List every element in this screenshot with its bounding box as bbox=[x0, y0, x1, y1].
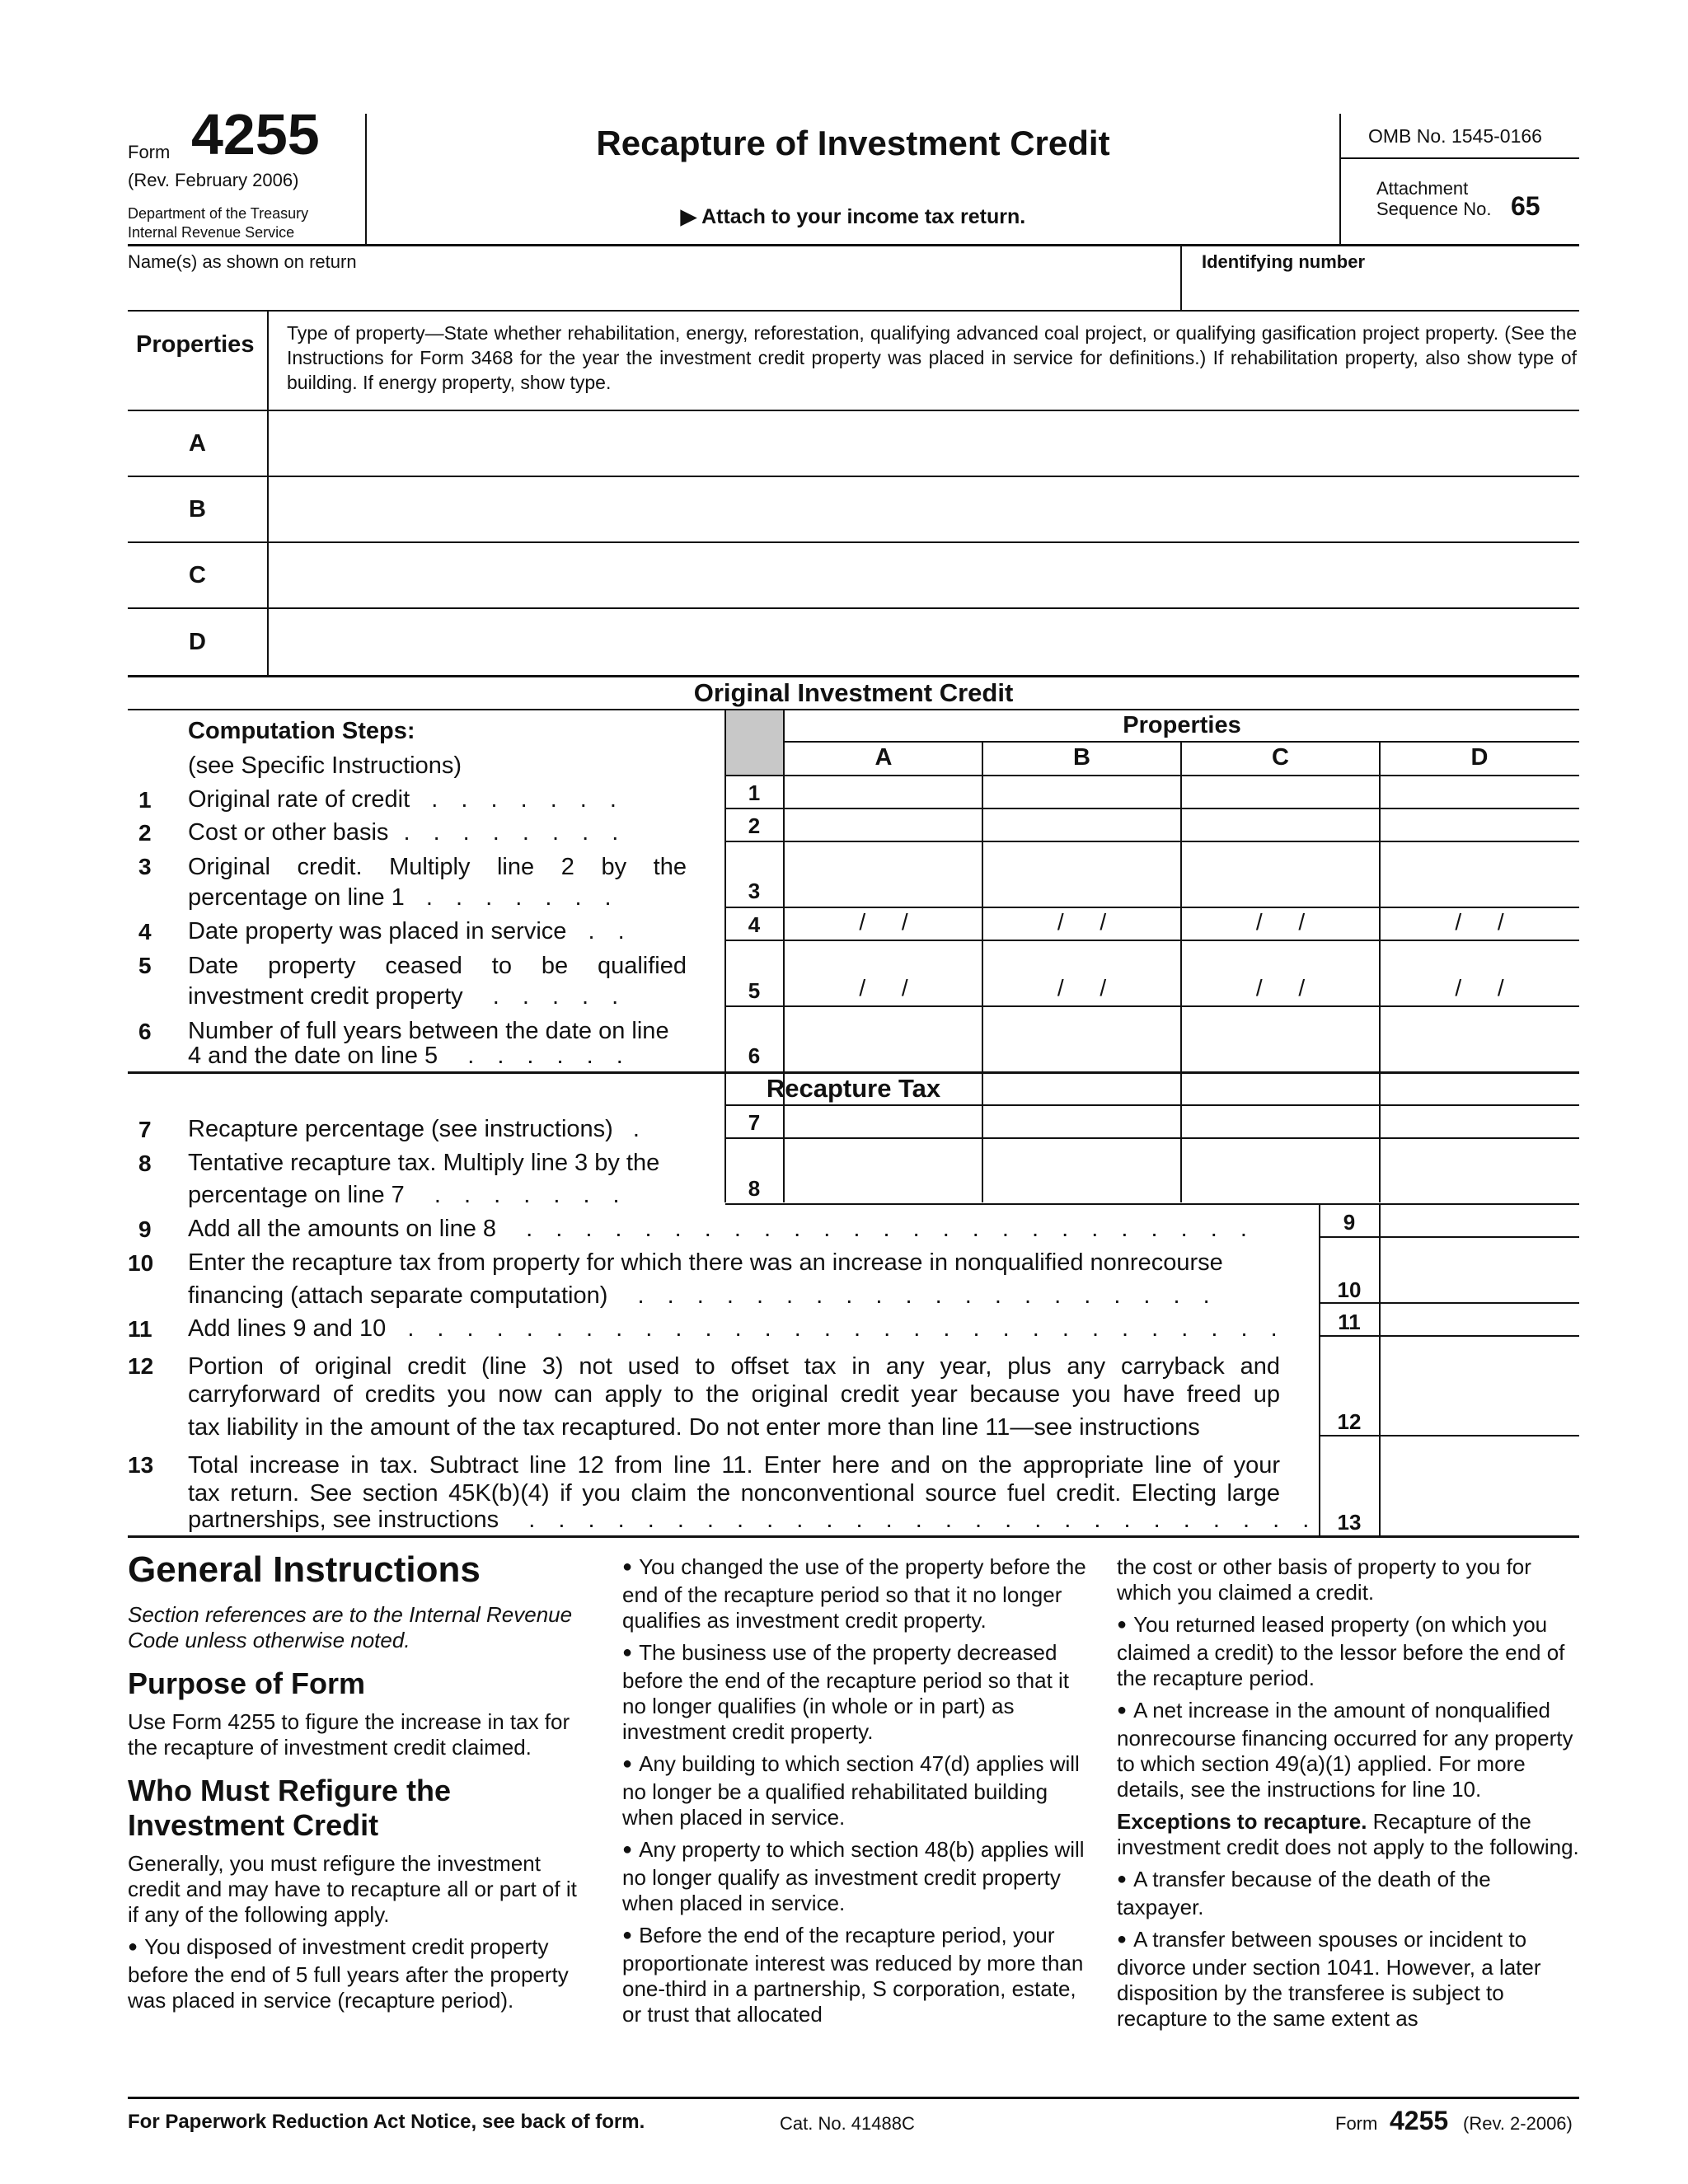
line-2-col-a-input[interactable] bbox=[787, 811, 978, 839]
property-letter-b: B bbox=[189, 496, 206, 523]
line-text: percentage on line 1 bbox=[188, 884, 405, 911]
leader-dots: . . . . . . . . . . . . . . . . . . . . . . . . . . . bbox=[528, 1507, 1318, 1533]
line-number: 9 bbox=[138, 1216, 152, 1242]
column-header-b: B bbox=[1073, 744, 1090, 771]
line-number: 10 bbox=[128, 1250, 154, 1276]
exceptions-heading: Exceptions to recapture. bbox=[1117, 1809, 1367, 1834]
line-text: carryforward of credits you now can apply to the original credit year because you have freed up bbox=[188, 1381, 1280, 1408]
line-5-col-c-date[interactable]: / / bbox=[1255, 975, 1306, 1001]
line-box-number: 8 bbox=[748, 1176, 761, 1201]
line-4-col-a-date[interactable]: / / bbox=[859, 909, 908, 935]
line-text: Date property ceased to be qualified bbox=[188, 953, 687, 979]
line-box-number: 12 bbox=[1337, 1409, 1362, 1434]
column-header-d: D bbox=[1470, 744, 1489, 771]
bullet-disposed-property: ● You disposed of investment credit property before the end of 5 full years after the property was placed in service (recapture period). bbox=[128, 1934, 589, 2013]
line-8-col-b-input[interactable] bbox=[986, 1141, 1177, 1202]
catalog-number: Cat. No. 41488C bbox=[780, 2113, 915, 2134]
line-8-col-a-input[interactable] bbox=[787, 1141, 978, 1202]
line-number: 1 bbox=[138, 787, 152, 813]
line-5-col-a-date[interactable]: / / bbox=[859, 975, 908, 1001]
line-text: investment credit property bbox=[188, 983, 463, 1010]
line-text: partnerships, see instructions bbox=[188, 1507, 499, 1533]
line-box-number: 3 bbox=[748, 879, 761, 903]
line-label bbox=[188, 1180, 628, 1210]
line-10-input[interactable] bbox=[1383, 1240, 1574, 1301]
recapture-tax-section-title: Recapture Tax bbox=[766, 1074, 941, 1103]
line-4-col-c-date[interactable]: / / bbox=[1255, 909, 1306, 935]
line-box-number: 4 bbox=[748, 912, 761, 937]
line-6-col-a-input[interactable] bbox=[787, 1009, 978, 1070]
bullet-changed-use: ● You changed the use of the property before the end of the recapture period so that it no longer qualifies as investment credit property. bbox=[622, 1554, 1092, 1633]
line-9-input[interactable] bbox=[1383, 1207, 1574, 1235]
line-text: Add lines 9 and 10 bbox=[188, 1315, 387, 1342]
line-2-col-c-input[interactable] bbox=[1184, 811, 1376, 839]
sequence-label: Sequence No. bbox=[1376, 199, 1492, 219]
line-number: 4 bbox=[138, 919, 152, 944]
continued-text: the cost or other basis of property to you for which you claimed a credit. bbox=[1117, 1554, 1531, 1605]
line-box-number: 7 bbox=[748, 1110, 761, 1135]
form-title: Recapture of Investment Credit bbox=[596, 124, 1110, 162]
shaded-header-cell bbox=[725, 710, 783, 775]
leader-dots: . . . . . . . bbox=[431, 786, 625, 813]
line-text: financing (attach separate computation) bbox=[188, 1282, 608, 1309]
bullet-spouse-transfer: ● A transfer between spouses or incident to divorce under section 1041. However, a later disposition by the transferee is subject to recapture to the same extent as bbox=[1117, 1927, 1582, 2032]
bullet-nonrecourse-financing: ● A net increase in the amount of nonqualified nonrecourse financing occurred for any property to which section 49(a)(1) applied. For more details, see the instructions for line 10. bbox=[1117, 1698, 1582, 1802]
line-number: 7 bbox=[138, 1117, 152, 1142]
exceptions-paragraph bbox=[1117, 1809, 1582, 1860]
line-text: Original credit. Multiply line 2 by the bbox=[188, 854, 687, 880]
line-label bbox=[188, 1281, 1218, 1310]
line-text: Portion of original credit (line 3) not used to offset tax in any year, plus any carryback and bbox=[188, 1353, 1280, 1380]
leader-dots: . . . . . . bbox=[467, 1043, 631, 1069]
line-3-col-a-input[interactable] bbox=[787, 844, 978, 905]
property-a-type-input[interactable] bbox=[272, 416, 1574, 471]
bullet-section-47d: ● Any building to which section 47(d) applies will no longer be a qualified rehabilitated building when placed in service. bbox=[622, 1751, 1092, 1830]
bullet-interest-reduced: ● Before the end of the recapture period, your proportionate interest was reduced by more than one-third in a partnership, S corporation, estate, or trust that allocated bbox=[622, 1923, 1092, 2027]
line-5-col-b-date[interactable]: / / bbox=[1057, 975, 1107, 1001]
properties-label: Properties bbox=[136, 331, 255, 358]
leader-dots: . bbox=[632, 1116, 648, 1142]
line-text: Add all the amounts on line 8 bbox=[188, 1216, 497, 1242]
line-label bbox=[188, 883, 620, 912]
leader-dots: . . . . . . . . . . . . . . . . . . . . bbox=[637, 1282, 1218, 1309]
identifying-number-label: Identifying number bbox=[1202, 251, 1365, 272]
line-text: 4 and the date on line 5 bbox=[188, 1043, 438, 1069]
line-number: 11 bbox=[128, 1316, 152, 1342]
line-number: 8 bbox=[138, 1151, 152, 1176]
line-box-number: 6 bbox=[748, 1043, 761, 1068]
attachment-label: Attachment bbox=[1376, 178, 1469, 199]
line-box-number: 13 bbox=[1337, 1510, 1362, 1535]
line-label bbox=[188, 982, 626, 1011]
footer-form-word: Form bbox=[1335, 2113, 1378, 2134]
property-letter-a: A bbox=[189, 430, 206, 457]
bullet-death-transfer: ● A transfer because of the death of the taxpayer. bbox=[1117, 1867, 1582, 1920]
line-label bbox=[188, 1505, 1317, 1535]
line-number: 2 bbox=[138, 820, 152, 846]
instructions-column-2 bbox=[622, 1554, 1092, 2034]
leader-dots: . . . . . . . bbox=[434, 1182, 628, 1208]
line-text: Total increase in tax. Subtract line 12 from line 11. Enter here and on the appropriate line of your bbox=[188, 1452, 1280, 1479]
line-number: 3 bbox=[138, 854, 152, 879]
purpose-heading: Purpose of Form bbox=[128, 1666, 366, 1700]
properties-columns-header: Properties bbox=[1123, 712, 1241, 738]
line-13-input[interactable] bbox=[1383, 1438, 1574, 1532]
line-number: 12 bbox=[128, 1353, 154, 1379]
line-label bbox=[188, 1314, 1286, 1343]
line-text: Enter the recapture tax from property for which there was an increase in nonqualified nonrecourse bbox=[188, 1249, 1223, 1276]
line-3-col-c-input[interactable] bbox=[1184, 844, 1376, 905]
line-8-col-d-input[interactable] bbox=[1383, 1141, 1574, 1202]
line-label bbox=[188, 785, 625, 814]
general-instructions-heading: General Instructions bbox=[128, 1549, 481, 1590]
identifying-number-input[interactable] bbox=[1202, 277, 1573, 307]
exceptions-text: Recapture of the investment credit does not apply to the following. bbox=[1117, 1809, 1579, 1859]
who-must-refigure-text: Generally, you must refigure the investment credit and may have to recapture all or part of it if any of the following apply. bbox=[128, 1851, 577, 1927]
line-5-col-d-date[interactable]: / / bbox=[1455, 975, 1504, 1001]
leader-dots: . . . . . bbox=[492, 983, 627, 1010]
leader-dots: . . . . . . . bbox=[425, 884, 620, 911]
line-2-col-b-input[interactable] bbox=[986, 811, 1177, 839]
property-b-type-input[interactable] bbox=[272, 482, 1574, 537]
line-number: 5 bbox=[138, 953, 152, 978]
line-7-col-a-input[interactable] bbox=[787, 1108, 978, 1136]
form-word: Form bbox=[128, 142, 171, 162]
line-12-input[interactable] bbox=[1383, 1338, 1574, 1432]
line-box-number: 11 bbox=[1338, 1310, 1361, 1334]
property-letter-d: D bbox=[189, 629, 206, 655]
property-letter-c: C bbox=[189, 562, 206, 588]
property-c-type-input[interactable] bbox=[272, 548, 1574, 602]
original-credit-section-title: Original Investment Credit bbox=[693, 678, 1014, 707]
line-7-col-d-input[interactable] bbox=[1383, 1108, 1574, 1136]
bullet-section-48b: ● Any property to which section 48(b) applies will no longer qualify as investment credit property when placed in service. bbox=[622, 1837, 1092, 1916]
line-label bbox=[188, 1041, 631, 1071]
line-text: Number of full years between the date on line bbox=[188, 1018, 669, 1044]
line-6-col-b-input[interactable] bbox=[986, 1009, 1177, 1070]
line-2-col-d-input[interactable] bbox=[1383, 811, 1574, 839]
column-header-a: A bbox=[874, 744, 893, 771]
line-6-col-c-input[interactable] bbox=[1184, 1009, 1376, 1070]
line-3-col-d-input[interactable] bbox=[1383, 844, 1574, 905]
line-number: 6 bbox=[138, 1019, 152, 1044]
instructions-intro: Section references are to the Internal Revenue Code unless otherwise noted. bbox=[128, 1602, 573, 1652]
line-11-input[interactable] bbox=[1383, 1305, 1574, 1333]
line-box-number: 1 bbox=[748, 780, 761, 805]
line-text: Tentative recapture tax. Multiply line 3 by the bbox=[188, 1150, 660, 1176]
line-label bbox=[188, 916, 633, 946]
form-revision: (Rev. February 2006) bbox=[128, 170, 299, 190]
service-name: Internal Revenue Service bbox=[128, 224, 295, 241]
line-label bbox=[188, 1214, 1255, 1244]
computation-steps-subtitle: (see Specific Instructions) bbox=[188, 752, 462, 779]
line-text: Cost or other basis bbox=[188, 819, 389, 846]
line-label bbox=[188, 1114, 648, 1144]
column-header-c: C bbox=[1272, 744, 1289, 771]
line-box-number: 9 bbox=[1343, 1210, 1356, 1235]
property-d-type-input[interactable] bbox=[272, 614, 1574, 670]
line-text: percentage on line 7 bbox=[188, 1182, 405, 1208]
line-3-col-b-input[interactable] bbox=[986, 844, 1177, 905]
line-text: tax return. See section 45K(b)(4) if you claim the nonconventional source fuel credit. Electing large bbox=[188, 1480, 1280, 1507]
instructions-column-3 bbox=[1117, 1554, 1582, 2038]
attach-instruction bbox=[371, 204, 1335, 229]
line-4-col-b-date[interactable]: / / bbox=[1057, 909, 1107, 935]
footer-revision: (Rev. 2-2006) bbox=[1463, 2113, 1573, 2134]
line-1-col-d-input[interactable] bbox=[1383, 778, 1574, 806]
leader-dots: . . bbox=[588, 918, 633, 944]
paperwork-notice: For Paperwork Reduction Act Notice, see back of form. bbox=[128, 2111, 645, 2133]
line-number: 13 bbox=[128, 1452, 154, 1478]
line-text: Original rate of credit bbox=[188, 786, 410, 813]
who-must-refigure-heading: Who Must Refigure the Investment Credit bbox=[128, 1774, 451, 1842]
bullet-leased-property: ● You returned leased property (on which you claimed a credit) to the lessor before the end of the recapture period. bbox=[1117, 1612, 1582, 1691]
leader-dots: . . . . . . . . . . . . . . . . . . . . . . . . . bbox=[526, 1216, 1255, 1242]
name-label: Name(s) as shown on return bbox=[128, 251, 357, 272]
line-text: tax liability in the amount of the tax recaptured. Do not enter more than line 11—see instructions bbox=[188, 1414, 1200, 1441]
line-box-number: 10 bbox=[1337, 1277, 1362, 1302]
instructions-column-1 bbox=[128, 1549, 589, 2020]
omb-number: OMB No. 1545-0166 bbox=[1368, 125, 1542, 147]
purpose-text: Use Form 4255 to figure the increase in tax for the recapture of investment credit claimed. bbox=[128, 1709, 570, 1760]
attach-text: Attach to your income tax return. bbox=[701, 205, 1026, 228]
line-8-col-c-input[interactable] bbox=[1184, 1141, 1376, 1202]
leader-dots: . . . . . . . . bbox=[403, 819, 627, 846]
department-name: Department of the Treasury bbox=[128, 205, 309, 222]
sequence-number: 65 bbox=[1511, 191, 1540, 221]
bullet-business-use-decreased: ● The business use of the property decreased before the end of the recapture period so that it no longer qualifies (in whole or in part) as investment credit property. bbox=[622, 1640, 1092, 1745]
line-1-col-a-input[interactable] bbox=[787, 778, 978, 806]
line-box-number: 2 bbox=[748, 813, 761, 838]
name-input[interactable] bbox=[128, 277, 1175, 307]
footer-form-number: 4255 bbox=[1390, 2106, 1449, 2135]
line-7-col-c-input[interactable] bbox=[1184, 1108, 1376, 1136]
arrow-right-icon: ▶ bbox=[680, 205, 697, 228]
line-6-col-d-input[interactable] bbox=[1383, 1009, 1574, 1070]
line-7-col-b-input[interactable] bbox=[986, 1108, 1177, 1136]
line-1-col-b-input[interactable] bbox=[986, 778, 1177, 806]
properties-description: Type of property—State whether rehabilitation, energy, reforestation, qualifying advanced coal project, or qualifying gasification project property. (See the Instructions for Form 3468 for the year the investment credit property was placed in service for definitions.) If rehabilitation property, also show type of building. If energy property, show type. bbox=[287, 322, 1577, 393]
computation-steps-title: Computation Steps: bbox=[188, 718, 415, 744]
line-text: Date property was placed in service bbox=[188, 918, 567, 944]
line-label bbox=[188, 818, 626, 847]
form-number: 4255 bbox=[191, 102, 320, 166]
line-box-number: 5 bbox=[748, 978, 761, 1003]
line-4-col-d-date[interactable]: / / bbox=[1455, 909, 1504, 935]
leader-dots: . . . . . . . . . . . . . . . . . . . . . . . . . . . . . . bbox=[407, 1315, 1286, 1342]
line-text: Recapture percentage (see instructions) bbox=[188, 1116, 613, 1142]
line-1-col-c-input[interactable] bbox=[1184, 778, 1376, 806]
